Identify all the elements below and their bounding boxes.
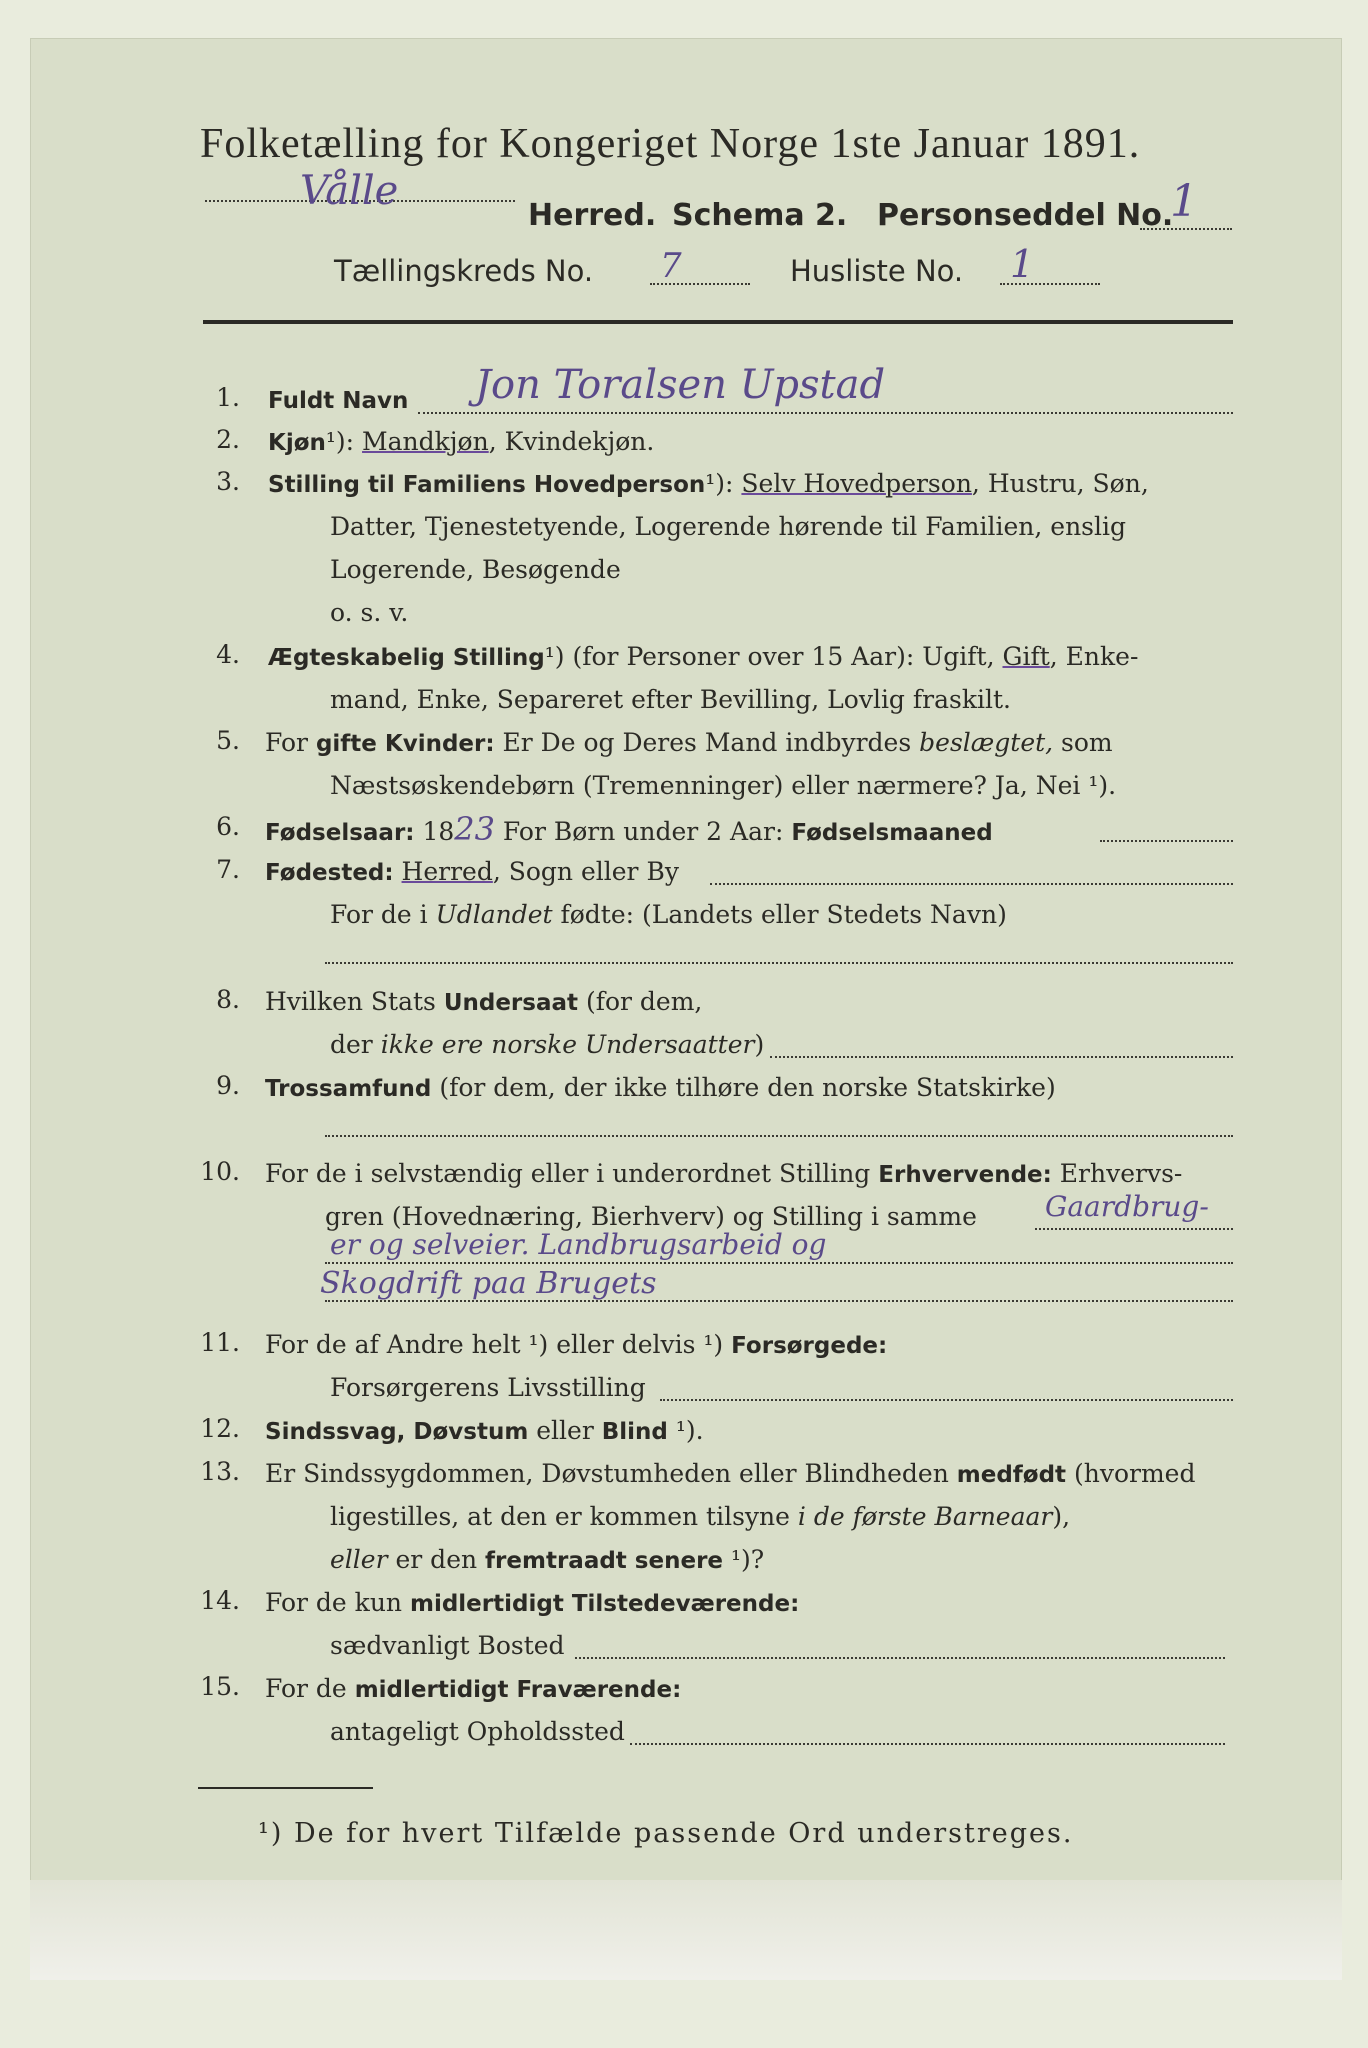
item-10-line2: gren (Hovednæring, Bierhverv) og Stilling i samme <box>325 1202 977 1231</box>
item-label: Ægteskabelig Stilling <box>268 645 545 671</box>
foreign-line <box>325 962 1233 964</box>
selected-option: Gift <box>1002 642 1050 671</box>
item-15: For de midlertidigt Fraværende: <box>265 1674 682 1703</box>
item-5: For gifte Kvinder: Er De og Deres Mand indbyrdes beslægtet, som <box>265 728 1113 757</box>
item-12: Sindssvag, Døvstum eller Blind ¹). <box>265 1416 704 1445</box>
item-14-line2: sædvanligt Bosted <box>330 1631 565 1660</box>
personseddel-label: Personseddel No. <box>877 198 1174 233</box>
item-label: Sindssvag, Døvstum <box>265 1419 529 1445</box>
footnote-rule <box>198 1787 373 1789</box>
birthplace-line <box>710 883 1233 885</box>
item-number: 4. <box>216 640 240 669</box>
name-value: Jon Toralsen Upstad <box>475 362 886 408</box>
item-label: medfødt <box>956 1462 1067 1488</box>
item-6: Fødselsaar: 1823 For Børn under 2 Aar: Fødselsmaaned <box>265 810 993 848</box>
item-14: For de kun midlertidigt Tilstedeværende: <box>265 1588 800 1617</box>
item-8: Hvilken Stats Undersaat (for dem, <box>265 987 703 1016</box>
kreds-label: Tællingskreds No. <box>334 254 594 288</box>
religion-line <box>325 1135 1233 1137</box>
personseddel-line <box>1140 228 1232 230</box>
item-13-line2: ligestilles, at den er kommen tilsyne i de første Barneaar), <box>330 1502 1071 1531</box>
item-15-line2: antageligt Opholdssted <box>330 1717 625 1746</box>
item-label: Kjøn <box>268 430 326 456</box>
footnote: ¹) De for hvert Tilfælde passende Ord understreges. <box>258 1818 1074 1849</box>
schema-label: Schema 2. <box>672 198 848 233</box>
item-number: 1. <box>216 383 240 412</box>
item-8-line2: der ikke ere norske Undersaatter) <box>330 1030 765 1059</box>
item-13: Er Sindssygdommen, Døvstumheden eller Blindheden medfødt (hvormed <box>265 1459 1196 1488</box>
selected-option: Herred <box>401 857 493 886</box>
item-4-line2: mand, Enke, Separeret efter Bevilling, Lovlig fraskilt. <box>330 685 1011 714</box>
item-number: 11. <box>200 1328 240 1357</box>
item-label: Fødested: <box>265 860 394 886</box>
occupation-line-2 <box>325 1262 1233 1264</box>
item-9: Trossamfund (for dem, der ikke tilhøre den norske Statskirke) <box>265 1073 1056 1102</box>
item-number: 10. <box>200 1157 240 1186</box>
husliste-value: 1 <box>1010 242 1035 286</box>
kreds-value: 7 <box>660 246 682 286</box>
item-label: midlertidigt Tilstedeværende: <box>409 1591 800 1617</box>
item-label: Fuldt Navn <box>268 388 409 414</box>
occupation-value-2: er og selveier. Landbrugsarbeid og <box>330 1228 827 1261</box>
item-number: 8. <box>216 985 240 1014</box>
item-label: midlertidigt Fraværende: <box>354 1677 682 1703</box>
residence-line <box>575 1657 1225 1659</box>
header-rule <box>203 320 1233 324</box>
item-1 <box>268 383 408 418</box>
item-number: 7. <box>216 855 240 884</box>
item-7: Fødested: Herred, Sogn eller By <box>265 857 679 886</box>
item-number: 15. <box>200 1672 240 1701</box>
personseddel-value: 1 <box>1170 176 1198 227</box>
husliste-label: Husliste No. <box>790 254 964 288</box>
item-label: Fødselsaar: <box>265 820 415 846</box>
name-line <box>418 412 1233 414</box>
item-label: Trossamfund <box>265 1076 432 1102</box>
item-number: 3. <box>216 467 240 496</box>
item-number: 5. <box>216 726 240 755</box>
item-number: 14. <box>200 1586 240 1615</box>
occupation-value-3: Skogdrift paa Brugets <box>320 1266 657 1301</box>
form-title: Folketælling for Kongeriget Norge 1ste Januar 1891. <box>200 121 1141 167</box>
selected-option: Mandkjøn <box>362 427 489 456</box>
citizenship-line <box>770 1056 1233 1058</box>
herred-value: Vålle <box>300 168 399 214</box>
item-5-line2: Næstsøskendebørn (Tremenninger) eller nærmere? Ja, Nei ¹). <box>330 771 1117 800</box>
item-label: Stilling til Familiens Hovedperson <box>268 472 706 498</box>
item-number: 12. <box>200 1414 240 1443</box>
provider-line <box>660 1399 1233 1401</box>
item-number: 13. <box>200 1457 240 1486</box>
item-2: Kjøn¹): Mandkjøn, Kvindekjøn. <box>268 427 655 456</box>
month-line <box>1100 840 1233 842</box>
paper-edge <box>30 1880 1342 1980</box>
item-3: Stilling til Familiens Hovedperson¹): Selv Hovedperson, Hustru, Søn, <box>268 469 1149 498</box>
item-11-line2: Forsørgerens Livsstilling <box>330 1373 646 1402</box>
item-7-line2: For de i Udlandet fødte: (Landets eller Stedets Navn) <box>330 900 1007 929</box>
selected-option: Selv Hovedperson <box>741 469 972 498</box>
item-3-line4: o. s. v. <box>330 598 409 627</box>
item-label: Erhvervende: <box>878 1162 1052 1188</box>
item-13-line3: eller er den fremtraadt senere ¹)? <box>330 1545 765 1574</box>
birth-year-value: 23 <box>454 810 495 848</box>
occupation-line-1 <box>1035 1228 1233 1230</box>
item-number: 9. <box>216 1071 240 1100</box>
item-10: For de i selvstændig eller i underordnet Stilling Erhvervende: Erhvervs- <box>265 1159 1183 1188</box>
item-3-line3: Logerende, Besøgende <box>330 555 621 584</box>
stay-line <box>630 1743 1225 1745</box>
occupation-value-1: Gaardbrug- <box>1045 1190 1209 1223</box>
item-label: Undersaat <box>443 990 578 1016</box>
item-3-line2: Datter, Tjenestetyende, Logerende hørende til Familien, enslig <box>330 512 1127 541</box>
item-4: Ægteskabelig Stilling¹) (for Personer over 15 Aar): Ugift, Gift, Enke- <box>268 642 1139 671</box>
item-number: 2. <box>216 425 240 454</box>
item-label: gifte Kvinder: <box>315 731 495 757</box>
item-11: For de af Andre helt ¹) eller delvis ¹) Forsørgede: <box>265 1330 888 1359</box>
item-label: Forsørgede: <box>731 1333 888 1359</box>
herred-label: Herred. <box>528 198 657 233</box>
item-number: 6. <box>216 812 240 841</box>
